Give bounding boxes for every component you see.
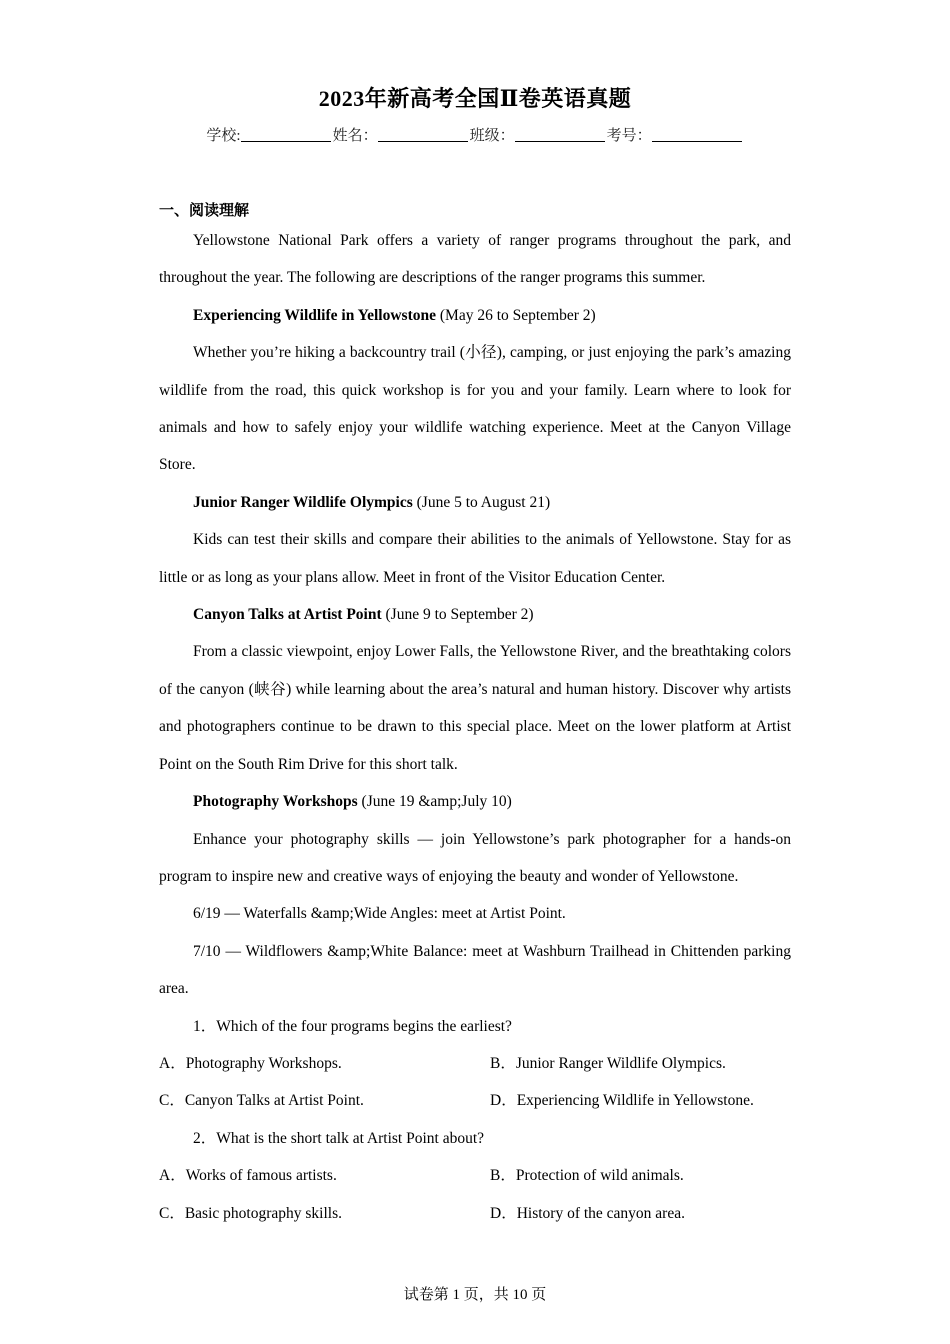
program-description: Kids can test their skills and compare their abilities to the animals of Yellowstone. Stay for as little or as long as your plans allow. Meet in front of the Visitor Education Center. — [159, 531, 791, 586]
program-dates: (June 9 to September 2) — [381, 606, 534, 624]
section-heading: 一、阅读理解 — [159, 203, 250, 219]
schedule-item: 7/10 — Wildflowers &amp;White Balance: meet at Washburn Trailhead in Chittenden parking area. — [159, 942, 791, 998]
option-b: B．Protection of wild animals. — [490, 1167, 684, 1185]
class-label: 班级： — [469, 128, 515, 144]
option-c: C．Canyon Talks at Artist Point. — [159, 1092, 364, 1110]
question-stem: 1．Which of the four programs begins the earliest? — [193, 1017, 512, 1035]
program-dates: (June 5 to August 21) — [412, 493, 551, 511]
program-heading — [159, 484, 791, 521]
program-heading — [159, 297, 791, 334]
page-footer: 试卷第 1 页，共 10 页 — [403, 1287, 547, 1303]
school-blank — [241, 127, 331, 142]
program-description: From a classic viewpoint, enjoy Lower Falls, the Yellowstone River, and the breathtaking colors of the canyon (峡谷) while learning about the area’s natural and human history. Discover why artists and photographers continue to be drawn to this special place. Meet on the lower platform at Artist Point on the South Rim Drive for this short talk. — [159, 643, 791, 773]
program-name: Canyon Talks at Artist Point — [193, 606, 382, 624]
option-row — [159, 1045, 791, 1082]
option-a: A．Works of famous artists. — [159, 1167, 337, 1185]
option-a: A．Photography Workshops. — [159, 1054, 342, 1072]
option-b: B．Junior Ranger Wildlife Olympics. — [490, 1054, 726, 1072]
class-blank — [515, 127, 605, 142]
name-label: 姓名： — [332, 128, 378, 144]
passage-intro: Yellowstone National Park offers a variety of ranger programs throughout the park, and throughout the year. The following are descriptions of the ranger programs this summer. — [159, 232, 791, 287]
student-info-row — [159, 124, 791, 145]
option-d: D．History of the canyon area. — [490, 1204, 685, 1222]
program-dates: (May 26 to September 2) — [436, 306, 596, 324]
number-blank — [652, 127, 742, 142]
program-description: Whether you’re hiking a backcountry trail (小径), camping, or just enjoying the park’s amazing wildlife from the road, this quick workshop is for you and your family. Learn where to look for animals and how to safely enjoy your wildlife watching experience. Meet at the Canyon Village Store. — [159, 344, 791, 474]
schedule-item: 6/19 — Waterfalls &amp;Wide Angles: meet at Artist Point. — [193, 905, 566, 923]
option-row — [159, 1157, 791, 1194]
program-heading — [159, 783, 791, 820]
page-title: 2023年新高考全国Ⅱ卷英语真题 — [318, 86, 632, 111]
question-stem: 2．What is the short talk at Artist Point about? — [193, 1129, 485, 1147]
option-d: D．Experiencing Wildlife in Yellowstone. — [490, 1092, 754, 1110]
program-name: Photography Workshops — [193, 793, 358, 811]
program-name: Experiencing Wildlife in Yellowstone — [193, 306, 436, 324]
program-heading — [159, 596, 791, 633]
number-label: 考号： — [606, 128, 652, 144]
school-label: 学校: — [206, 128, 241, 144]
option-row — [159, 1195, 791, 1232]
option-c: C．Basic photography skills. — [159, 1204, 342, 1222]
program-description: Enhance your photography skills — join Yellowstone’s park photographer for a hands-on program to inspire new and creative ways of enjoying the beauty and wonder of Yellowstone. — [159, 830, 791, 885]
program-name: Junior Ranger Wildlife Olympics — [193, 493, 413, 511]
option-row — [159, 1082, 791, 1119]
program-dates: (June 19 &amp;July 10) — [357, 793, 512, 811]
name-blank — [378, 127, 468, 142]
reading-passage — [159, 222, 791, 1232]
